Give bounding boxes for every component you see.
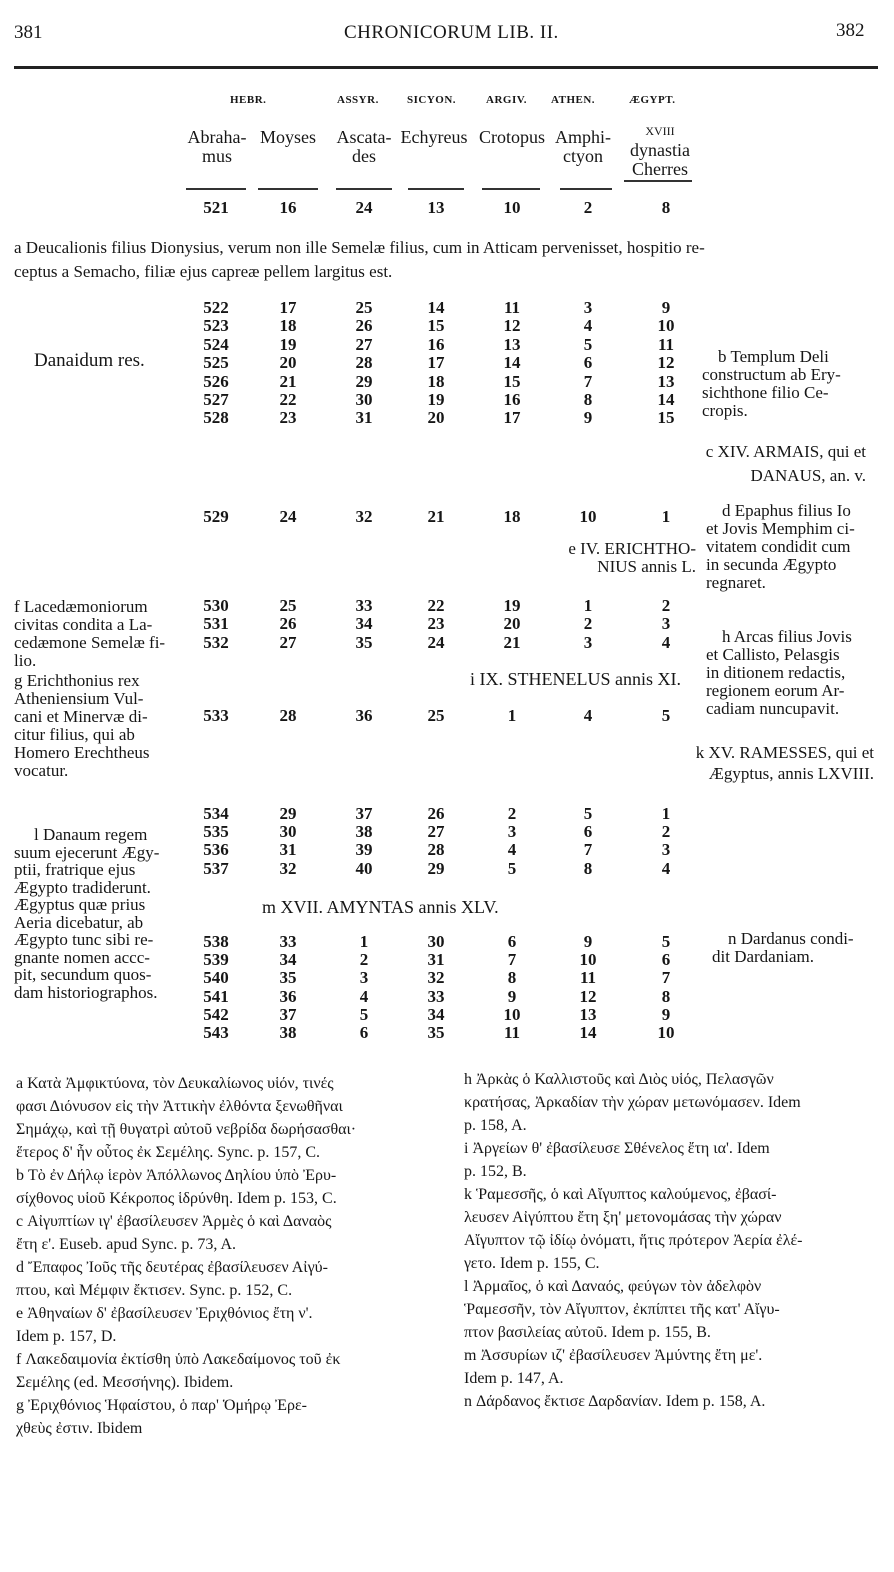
year-cell: 27	[427, 822, 445, 842]
king-hebr-line: Abraha-	[187, 127, 247, 147]
greek-note-line: κρατήσας, Ἀρκαδίαν τὴν χώραν μετωνόμασεν. Idem	[464, 1094, 801, 1111]
table-row	[0, 198, 894, 216]
greek-note-line: Σεμέλης (ed. Μεσσήνης). Ibidem.	[16, 1374, 234, 1391]
note-d-line: in secunda Ægypto	[706, 555, 837, 574]
greek-notes-right	[464, 1068, 884, 1413]
year-cell: 23	[427, 614, 445, 634]
king-aegypt	[620, 122, 700, 179]
year-cell: 22	[427, 596, 445, 615]
greek-note-line: i Ἀργείων θ' ἐβασίλευσε Σθένελος ἔτη ια'. Idem	[464, 1140, 770, 1157]
year-cell: 5	[583, 334, 593, 354]
note-g-line: Atheniensium Vul-	[14, 689, 144, 708]
year-cell: 9	[661, 298, 671, 317]
note-l-line: dam historiographos.	[14, 982, 158, 1002]
year-cell: 31	[427, 950, 445, 970]
year-cell: 3	[583, 298, 593, 317]
note-n-line: n Dardanus condi-	[728, 929, 854, 948]
note-k	[664, 742, 874, 784]
year-cell: 26	[427, 804, 445, 823]
year-cell: 25	[355, 298, 373, 317]
table-row	[0, 316, 894, 334]
year-cell: 5	[507, 858, 517, 878]
note-h-line: cadiam nuncupavit.	[706, 699, 840, 718]
year-cell: 33	[279, 932, 297, 951]
year-cell: 16	[279, 198, 297, 217]
note-l-line: Ægyptus quæ prius	[14, 895, 146, 914]
year-cell: 533	[203, 706, 229, 725]
note-n-line: dit Dardaniam.	[712, 947, 814, 966]
year-cell: 10	[657, 1023, 675, 1042]
year-cell: 9	[507, 986, 517, 1006]
year-cell: 1	[661, 804, 671, 823]
year-cell: 36	[279, 986, 297, 1006]
greek-note-line: h Ἀρκὰς ὁ Καλλιστοῦς καὶ Διὸς υἱός, Πελασγῶν	[464, 1071, 774, 1088]
year-cell: 2	[507, 804, 517, 823]
note-g-line: citur filius, qui ab	[14, 725, 135, 744]
year-cell: 33	[427, 986, 445, 1006]
year-cell: 1	[507, 706, 517, 725]
col-head-hebr: HEBR.	[230, 94, 267, 106]
year-cell: 9	[583, 932, 593, 951]
year-cell: 20	[427, 408, 445, 428]
year-cell: 2	[583, 614, 593, 634]
greek-note-line: ἕτερος δ' ἦν οὗτος ἐκ Σεμέλης. Sync. p. 157, C.	[16, 1144, 320, 1161]
col-rule	[258, 188, 318, 190]
year-cell: 535	[203, 822, 229, 842]
greek-note-line: Ῥαμεσσῆν, τὸν Αἴγυπτον, ἐκπίπτει τῆς κατ' Αἴγυ-	[464, 1301, 780, 1318]
year-cell: 27	[355, 334, 373, 354]
note-l-line: Aeria dicebatur, ab	[14, 912, 144, 932]
greek-note-line: b Τὸ ἐν Δήλῳ ἱερὸν Ἀπόλλωνος Δηλίου ὑπὸ Ἐρυ-	[16, 1167, 337, 1184]
year-cell: 4	[359, 986, 369, 1006]
king-argiv-line: Crotopus	[478, 127, 545, 147]
greek-note-line: Idem p. 147, A.	[464, 1370, 564, 1387]
year-cell: 523	[203, 316, 229, 336]
year-cell: 35	[355, 632, 373, 652]
king-hebr	[182, 128, 252, 166]
year-cell: 11	[657, 334, 675, 354]
year-cell: 24	[355, 198, 373, 217]
year-cell: 9	[583, 408, 593, 428]
year-cell: 5	[583, 804, 593, 823]
note-l-line: pit, secundum quos-	[14, 965, 152, 984]
year-cell: 17	[427, 353, 445, 373]
year-cell: 7	[661, 968, 671, 988]
left-page-number: 381	[14, 22, 43, 43]
year-cell: 8	[661, 986, 671, 1006]
year-cell: 4	[583, 706, 593, 725]
note-i: i IX. STHENELUS annis XI.	[470, 669, 681, 689]
note-k-line: k XV. RAMESSES, qui et	[695, 743, 874, 762]
table-row	[0, 596, 894, 614]
note-e-line: NIUS annis L.	[597, 557, 696, 576]
year-cell: 12	[503, 316, 521, 336]
note-g-line: cani et Minervæ di-	[14, 707, 148, 726]
year-cell: 37	[355, 804, 373, 823]
note-l-line: l Danaum regem	[34, 825, 148, 844]
note-k-line: Ægyptus, annis LXVIII.	[708, 764, 874, 783]
year-cell: 15	[503, 371, 521, 391]
king-assyr-line: Ascata-	[336, 127, 392, 147]
note-g-line: vocatur.	[14, 761, 69, 780]
king-athen	[552, 128, 614, 166]
king-athen-line: Amphi-	[555, 127, 611, 147]
year-cell: 13	[427, 198, 445, 217]
greek-note-line: πτον βασιλείας αὐτοῦ. Idem p. 155, B.	[464, 1324, 711, 1341]
year-cell: 522	[203, 298, 229, 317]
greek-note-line: f Λακεδαιμονία ἐκτίσθη ὑπὸ Λακεδαίμονος τοῦ ἐκ	[16, 1351, 341, 1368]
year-cell: 1	[661, 507, 671, 526]
col-head-sicyon: SICYON.	[407, 94, 457, 106]
year-cell: 29	[427, 858, 445, 878]
note-c-line: c XIV. ARMAIS, qui et	[705, 442, 866, 461]
year-cell: 29	[279, 804, 297, 823]
year-cell: 19	[503, 596, 521, 615]
danaidum-label: Danaidum res.	[34, 350, 145, 371]
year-cell: 542	[203, 1004, 229, 1024]
year-cell: 7	[583, 840, 593, 860]
year-cell: 22	[279, 390, 297, 409]
note-d-line: regnaret.	[706, 573, 766, 592]
year-cell: 31	[279, 840, 297, 860]
note-b-line: b Templum Deli	[718, 347, 829, 366]
year-cell: 10	[579, 950, 597, 970]
year-cell: 19	[279, 334, 297, 354]
col-rule	[560, 188, 612, 190]
year-cell: 2	[359, 950, 369, 970]
year-cell: 4	[507, 840, 517, 860]
year-cell: 32	[355, 507, 373, 526]
note-b-line: constructum ab Ery-	[702, 365, 841, 384]
year-cell: 21	[503, 632, 521, 652]
year-cell: 6	[583, 822, 593, 842]
greek-notes-left	[16, 1072, 456, 1440]
year-cell: 13	[503, 334, 521, 354]
year-cell: 3	[507, 822, 517, 842]
year-cell: 529	[203, 507, 229, 526]
king-sicyon-line: Echyreus	[400, 127, 468, 147]
year-cell: 9	[661, 1004, 671, 1024]
col-rule	[624, 180, 692, 182]
year-cell: 35	[279, 968, 297, 988]
king-assyr-line: des	[352, 146, 376, 166]
year-cell: 3	[661, 614, 671, 634]
year-cell: 27	[279, 632, 297, 652]
year-cell: 16	[503, 390, 521, 409]
greek-note-line: λευσεν Αἰγύπτου ἔτη ξη' μετονομάσας τὴν χώραν	[464, 1209, 782, 1226]
year-cell: 32	[427, 968, 445, 988]
year-cell: 33	[355, 596, 373, 615]
col-head-argiv: ARGIV.	[486, 94, 528, 106]
year-cell: 6	[359, 1023, 369, 1042]
col-head-aegypt: ÆGYPT.	[629, 94, 676, 106]
year-cell: 12	[579, 986, 597, 1006]
note-g	[14, 672, 149, 780]
year-cell: 20	[279, 353, 297, 373]
year-cell: 2	[583, 198, 593, 217]
greek-note-line: n Δάρδανος ἔκτισε Δαρδανίαν. Idem p. 158, A.	[464, 1393, 766, 1410]
note-d-line: d Epaphus filius Io	[722, 501, 851, 520]
year-cell: 11	[503, 298, 521, 317]
year-cell: 20	[503, 614, 521, 634]
note-b-line: sichthone filio Ce-	[702, 383, 829, 402]
note-d-line: vitatem condidit cum	[706, 537, 851, 556]
year-cell: 4	[661, 858, 671, 878]
note-h-line: h Arcas filius Jovis	[722, 627, 852, 646]
year-cell: 32	[279, 858, 297, 878]
year-cell: 525	[203, 353, 229, 373]
note-h-line: et Callisto, Pelasgis	[706, 645, 840, 664]
note-c-line: DANAUS, an. v.	[750, 466, 866, 485]
table-row	[0, 1023, 894, 1041]
king-moyses-line: Moyses	[259, 127, 316, 147]
year-cell: 16	[427, 334, 445, 354]
col-rule	[186, 188, 246, 190]
year-cell: 10	[503, 198, 521, 217]
year-cell: 30	[427, 932, 445, 951]
year-cell: 537	[203, 858, 229, 878]
year-cell: 10	[503, 1004, 521, 1024]
note-b	[702, 348, 841, 420]
year-cell: 1	[583, 596, 593, 615]
year-cell: 15	[657, 408, 675, 428]
greek-note-line: g Ἐριχθόνιος Ἡφαίστου, ὁ παρ' Ὁμήρῳ Ἐρε-	[16, 1397, 307, 1414]
year-cell: 25	[427, 706, 445, 725]
king-hebr-line: mus	[201, 146, 232, 166]
note-a-line: ceptus a Semacho, filiæ ejus capreæ pellem largitus est.	[14, 262, 393, 281]
year-cell: 11	[503, 1023, 521, 1042]
year-cell: 13	[579, 1004, 597, 1024]
king-aegypt-line: Cherres	[632, 159, 688, 179]
year-cell: 543	[203, 1023, 229, 1042]
note-f-line: lio.	[14, 651, 37, 670]
year-cell: 524	[203, 334, 229, 354]
king-sicyon	[396, 128, 472, 147]
year-cell: 534	[203, 804, 229, 823]
year-cell: 532	[203, 632, 229, 652]
greek-note-line: m Ἀσσυρίων ιζ' ἐβασίλευσεν Ἀμύντης ἔτη με'.	[464, 1347, 763, 1364]
year-cell: 4	[583, 316, 593, 336]
greek-note-line: Σημάχῳ, καὶ τῇ θυγατρὶ αὐτοῦ νεβρίδα δωρήσασθαι·	[16, 1121, 357, 1138]
year-cell: 8	[661, 198, 671, 217]
year-cell: 24	[279, 507, 297, 526]
year-cell: 5	[359, 1004, 369, 1024]
note-g-line: g Erichthonius rex	[14, 671, 140, 690]
year-cell: 7	[583, 371, 593, 391]
year-cell: 526	[203, 371, 229, 391]
greek-note-line: σίχθονος υἱοῦ Κέκροπος ἱδρύνθη. Idem p. 153, C.	[16, 1190, 337, 1207]
year-cell: 30	[355, 390, 373, 409]
year-cell: 34	[427, 1004, 445, 1024]
year-cell: 36	[355, 706, 373, 725]
year-cell: 14	[427, 298, 445, 317]
col-head-assyr: ASSYR.	[337, 94, 379, 106]
note-l-line: Ægypto tunc sibi re-	[14, 930, 154, 949]
year-cell: 34	[279, 950, 297, 970]
greek-note-line: Idem p. 157, D.	[16, 1328, 117, 1345]
year-cell: 37	[279, 1004, 297, 1024]
note-b-line: cropis.	[702, 401, 748, 420]
year-cell: 1	[359, 932, 369, 951]
year-cell: 40	[355, 858, 373, 878]
king-athen-line: ctyon	[563, 146, 603, 166]
note-m: m XVII. AMYNTAS annis XLV.	[262, 897, 499, 917]
table-row	[0, 706, 894, 724]
note-l-line: ptii, fratrique ejus	[14, 860, 136, 879]
table-row	[0, 1005, 894, 1023]
year-cell: 26	[279, 614, 297, 634]
note-f-line: cedæmone Semelæ fi-	[14, 633, 166, 652]
year-cell: 14	[503, 353, 521, 373]
table-row	[0, 298, 894, 316]
year-cell: 539	[203, 950, 229, 970]
year-cell: 21	[427, 507, 445, 526]
year-cell: 536	[203, 840, 229, 860]
table-row	[0, 987, 894, 1005]
year-cell: 6	[507, 932, 517, 951]
note-l-line: Ægypto tradiderunt.	[14, 877, 151, 897]
year-cell: 18	[503, 507, 521, 526]
col-rule	[336, 188, 392, 190]
greek-note-line: l Ἀρμαῖος, ὁ καὶ Δαναός, φεύγων τὸν ἀδελφὸν	[464, 1278, 762, 1295]
year-cell: 7	[507, 950, 517, 970]
year-cell: 23	[279, 408, 297, 428]
year-cell: 35	[427, 1023, 445, 1042]
year-cell: 5	[661, 706, 671, 725]
note-h-line: in ditionem redactis,	[706, 663, 846, 682]
year-cell: 3	[583, 632, 593, 652]
year-cell: 4	[661, 632, 671, 652]
note-g-line: Homero Erechtheus	[14, 743, 150, 762]
year-cell: 2	[661, 822, 671, 842]
greek-note-line: χθεὺς ἐστιν. Ibidem	[16, 1420, 143, 1437]
note-d	[706, 502, 855, 592]
year-cell: 39	[355, 840, 373, 860]
greek-note-line: ἔτη ε'. Euseb. apud Sync. p. 73, A.	[16, 1236, 236, 1253]
note-a-line: a Deucalionis filius Dionysius, verum non ille Semelæ filius, cum in Atticam pervenisset, hospitio re-	[14, 238, 705, 257]
greek-note-line: p. 158, A.	[464, 1117, 527, 1134]
king-moyses	[254, 128, 322, 147]
header-rule	[14, 66, 878, 69]
year-cell: 538	[203, 932, 229, 951]
greek-note-line: γετο. Idem p. 155, C.	[464, 1255, 600, 1272]
year-cell: 530	[203, 596, 229, 615]
year-cell: 3	[359, 968, 369, 988]
running-title: CHRONICORUM LIB. II.	[344, 22, 559, 43]
note-e-line: e IV. ERICHTHO-	[568, 539, 696, 558]
year-cell: 14	[579, 1023, 597, 1042]
year-cell: 28	[355, 353, 373, 373]
col-rule	[482, 188, 540, 190]
king-assyr	[330, 128, 398, 166]
year-cell: 527	[203, 390, 229, 409]
year-cell: 13	[657, 371, 675, 391]
year-cell: 21	[279, 371, 297, 391]
year-cell: 15	[427, 316, 445, 336]
year-cell: 18	[279, 316, 297, 336]
year-cell: 17	[503, 408, 521, 428]
year-cell: 541	[203, 986, 229, 1006]
year-cell: 6	[661, 950, 671, 970]
year-cell: 8	[507, 968, 517, 988]
year-cell: 19	[427, 390, 445, 409]
note-n	[712, 930, 854, 966]
year-cell: 531	[203, 614, 229, 634]
year-cell: 10	[657, 316, 675, 336]
year-cell: 8	[583, 858, 593, 878]
greek-note-line: k Ῥαμεσσῆς, ὁ καὶ Αἴγυπτος καλούμενος, ἐβασί-	[464, 1186, 777, 1203]
note-f-line: civitas condita a La-	[14, 615, 153, 634]
year-cell: 12	[657, 353, 675, 373]
year-cell: 28	[427, 840, 445, 860]
greek-note-line: c Αἰγυπτίων ιγ' ἐβασίλευσεν Ἀρμὲς ὁ καὶ Δαναὸς	[16, 1213, 332, 1230]
greek-note-line: Αἴγυπτον τῷ ἰδίῳ ὀνόματι, ἥτις πρότερον Ἀερία ἐλέ-	[464, 1232, 803, 1249]
greek-note-line: p. 152, B.	[464, 1163, 527, 1180]
note-c	[666, 440, 866, 488]
year-cell: 11	[579, 968, 597, 988]
king-aegypt-line: dynastia	[630, 140, 690, 160]
right-page-number: 382	[836, 20, 865, 41]
year-cell: 3	[661, 840, 671, 860]
note-a	[14, 236, 880, 284]
year-cell: 25	[279, 596, 297, 615]
year-cell: 6	[583, 353, 593, 373]
note-l-line: suum ejecerunt Ægy-	[14, 842, 160, 862]
year-cell: 540	[203, 968, 229, 988]
greek-note-line: a Κατὰ Ἀμφικτύονα, τὸν Δευκαλίωνος υἱόν, τινές	[16, 1075, 334, 1092]
year-cell: 24	[427, 632, 445, 652]
year-cell: 34	[355, 614, 373, 634]
year-cell: 2	[661, 596, 671, 615]
year-cell: 28	[279, 706, 297, 725]
table-row	[0, 804, 894, 822]
year-cell: 29	[355, 371, 373, 391]
greek-note-line: e Ἀθηναίων δ' ἐβασίλευσεν Ἐριχθόνιος ἔτη ν'.	[16, 1305, 313, 1322]
year-cell: 18	[427, 371, 445, 391]
king-aegypt-line: XVIII	[645, 124, 675, 138]
note-f-line: f Lacedæmoniorum	[14, 597, 148, 616]
year-cell: 528	[203, 408, 229, 428]
note-e	[540, 540, 696, 576]
year-cell: 26	[355, 316, 373, 336]
note-h	[706, 628, 852, 718]
year-cell: 5	[661, 932, 671, 951]
king-argiv	[472, 128, 552, 147]
year-cell: 30	[279, 822, 297, 842]
col-rule	[408, 188, 464, 190]
year-cell: 10	[579, 507, 597, 526]
year-cell: 17	[279, 298, 297, 317]
year-cell: 14	[657, 390, 675, 409]
note-h-line: regionem eorum Ar-	[706, 681, 845, 700]
year-cell: 31	[355, 408, 373, 428]
year-cell: 38	[355, 822, 373, 842]
year-cell: 38	[279, 1023, 297, 1042]
year-cell: 521	[203, 198, 229, 217]
note-l-line: gnante nomen accc-	[14, 947, 150, 967]
greek-note-line: φασι Διόνυσον εἰς τὴν Ἀττικὴν ἐλθόντα ξενωθῆναι	[16, 1098, 343, 1115]
year-cell: 8	[583, 390, 593, 409]
col-head-athen: ATHEN.	[551, 94, 596, 106]
note-d-line: et Jovis Memphim ci-	[706, 519, 855, 538]
greek-note-line: πτου, καὶ Μέμφιν ἔκτισεν. Sync. p. 152, C.	[16, 1282, 293, 1299]
greek-note-line: d Ἔπαφος Ἰοῦς τῆς δευτέρας ἐβασίλευσεν Αἰγύ-	[16, 1259, 328, 1276]
table-row	[0, 965, 894, 988]
